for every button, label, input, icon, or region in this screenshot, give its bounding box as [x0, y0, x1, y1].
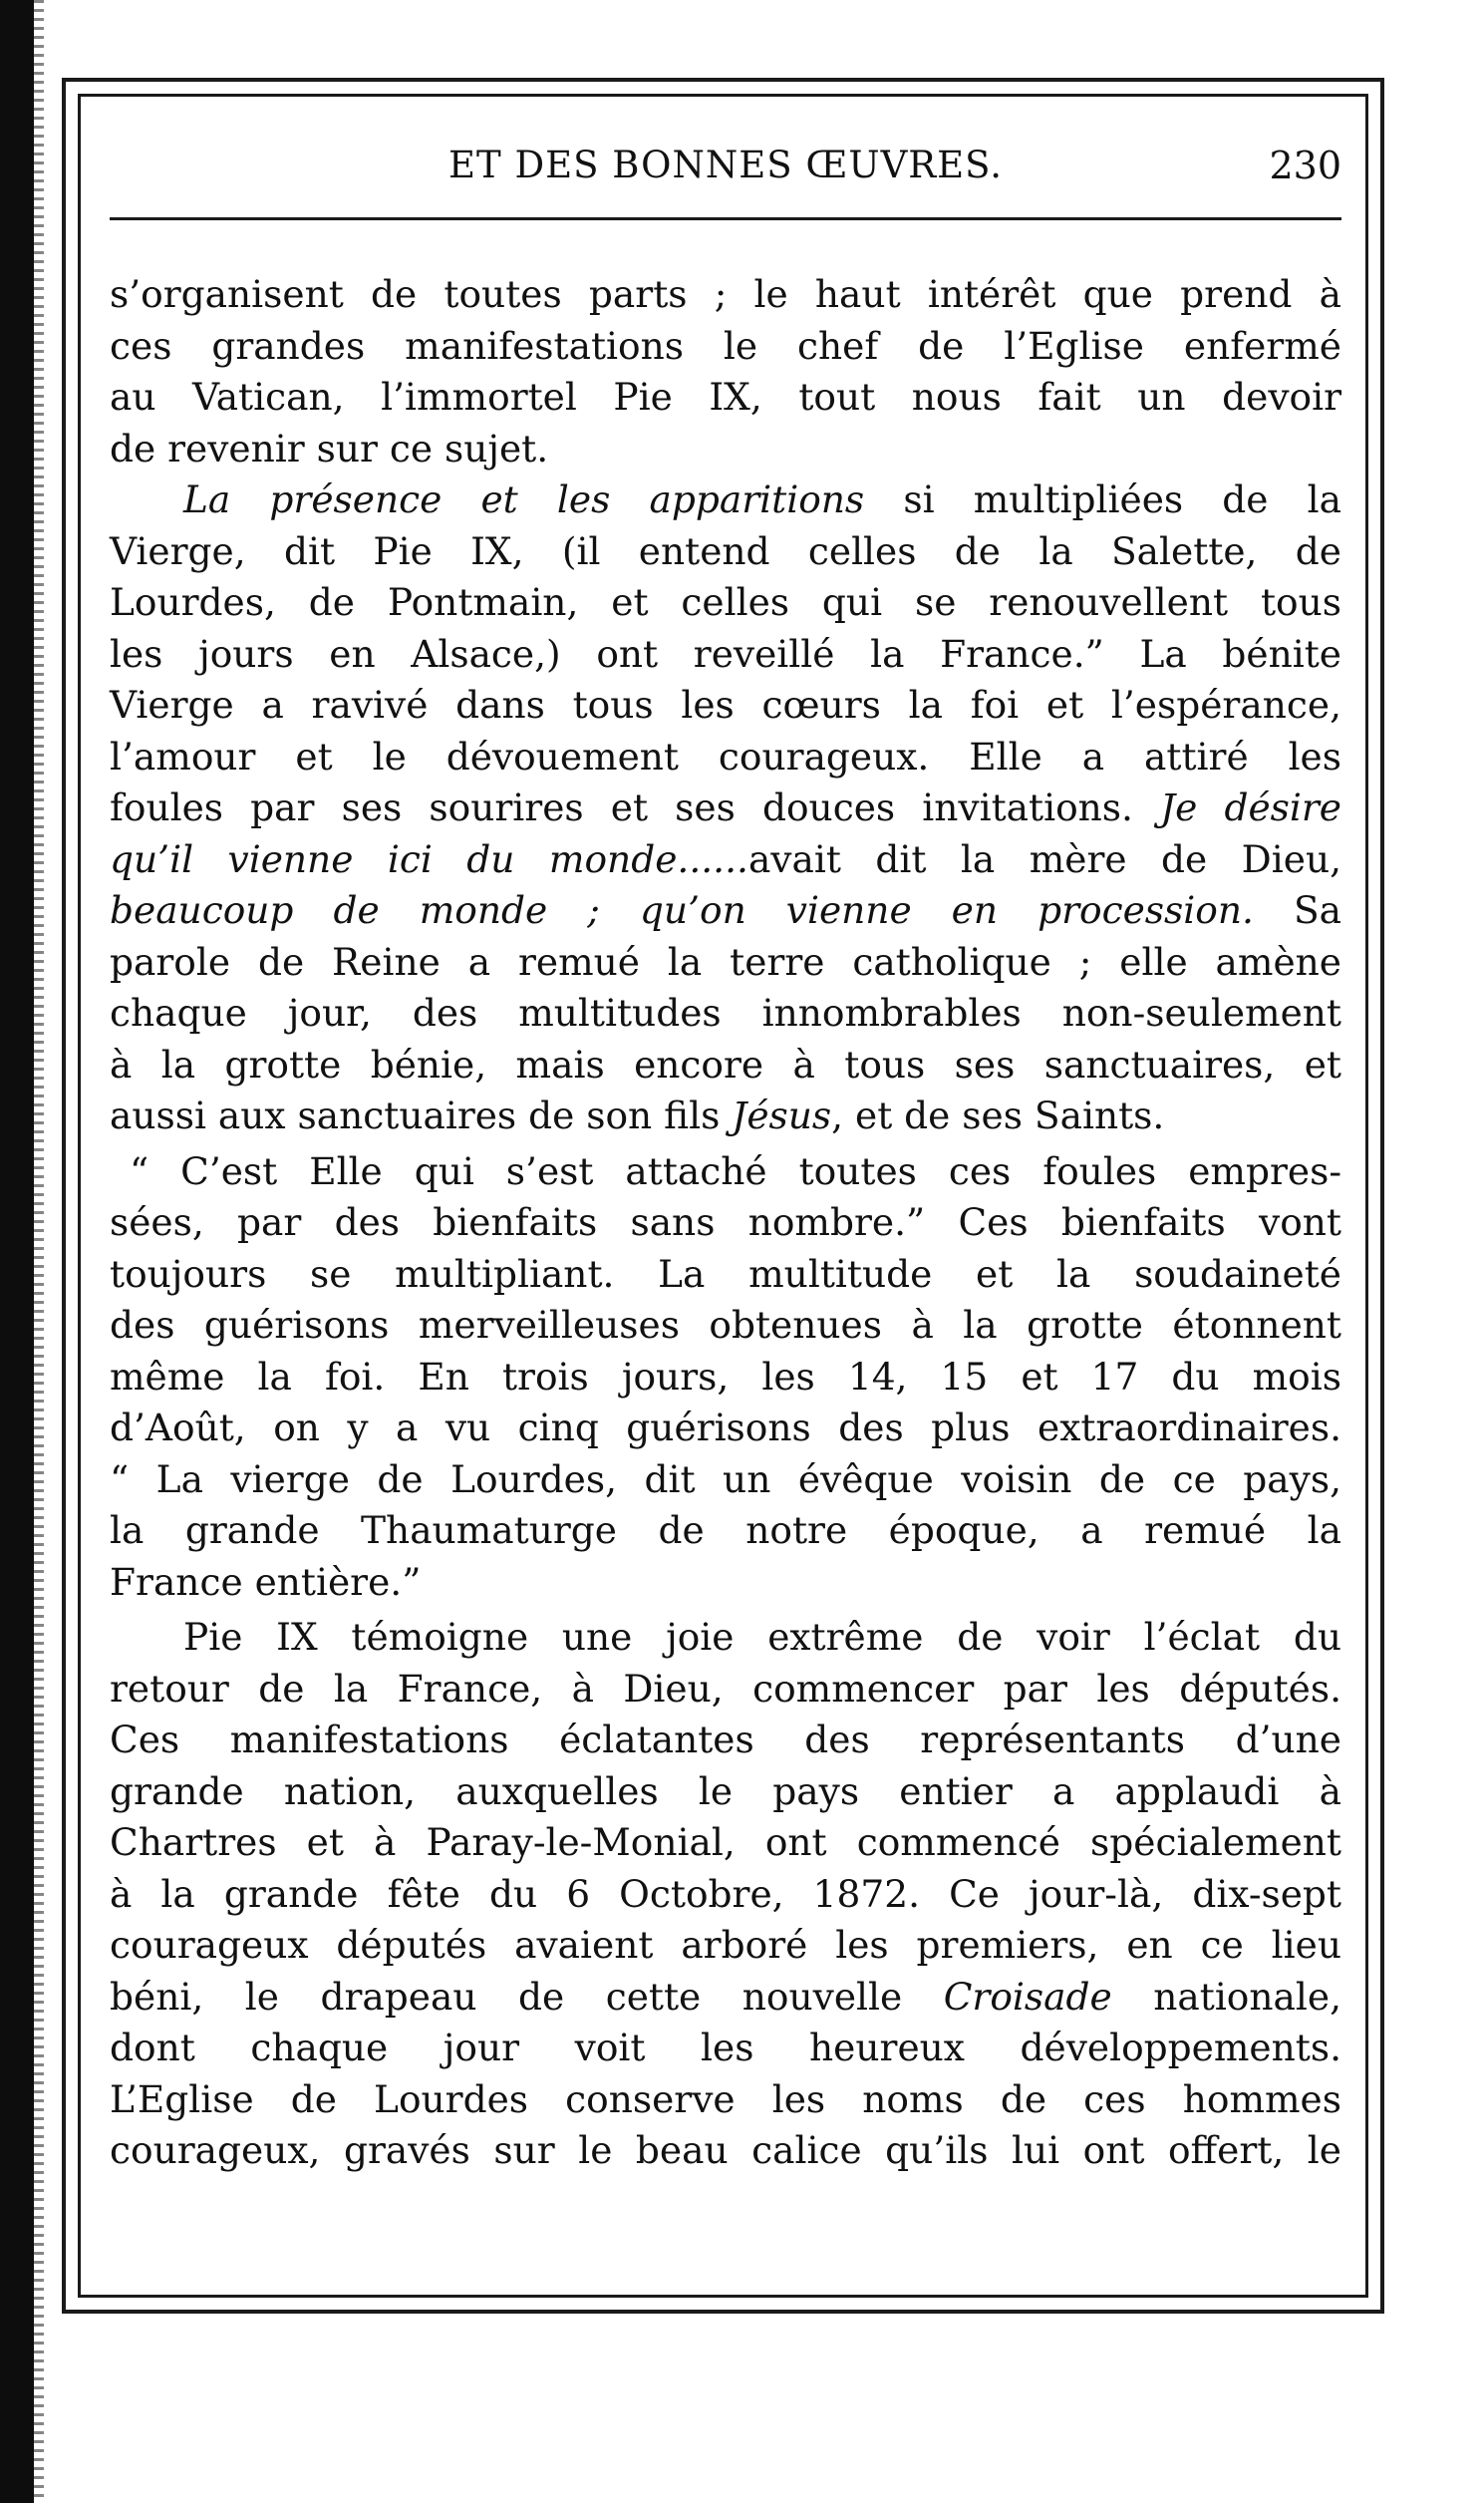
text-line: dont chaque jour voit les heureux développements.: [110, 2026, 1341, 2069]
text-line: Vierge a ravivé dans tous les cœurs la foi et l’espérance,: [110, 683, 1341, 727]
paragraph-2: [110, 474, 1341, 1142]
text-line: la grande Thaumaturge de notre époque, a remué la: [110, 1508, 1341, 1552]
text-run: aussi aux sanctuaires de son fils: [110, 1094, 733, 1137]
text-line: sées, par des bienfaits sans nombre.” Ces bienfaits vont: [110, 1200, 1341, 1244]
text-line: de revenir sur ce sujet.: [110, 426, 549, 470]
text-line: s’organisent de toutes parts ; le haut intérêt que prend à: [110, 272, 1341, 316]
text-line: [110, 782, 1341, 834]
text-run: si multipliées de la: [864, 477, 1342, 521]
text-line: “ La vierge de Lourdes, dit un évêque voisin de ce pays,: [110, 1456, 1341, 1501]
text-line: les jours en Alsace,) ont reveillé la France.” La bénite: [110, 631, 1341, 676]
paragraph-3: [110, 1146, 1341, 1609]
text-run: avait dit la mère de Dieu,: [747, 836, 1342, 881]
text-line: France entière.”: [110, 1559, 422, 1604]
text-line: ces grandes manifestations le chef de l’Eglise enfermé: [110, 323, 1341, 368]
text-line: [110, 1091, 1341, 1142]
italic-phrase: Je désire: [1160, 785, 1341, 829]
text-line: Vierge, dit Pie IX, (il entend celles de la Salette, de: [110, 528, 1341, 573]
italic-phrase: Jésus: [732, 1094, 832, 1137]
body-text: [110, 269, 1341, 2273]
text-run: nationale,: [1111, 1974, 1342, 2019]
text-line: Lourdes, de Pontmain, et celles qui se renouvellent tous: [110, 580, 1341, 624]
text-line: [110, 474, 1341, 526]
text-line: courageux députés avaient arboré les premiers, en ce lieu: [110, 1923, 1341, 1967]
text-run: foules par ses sourires et ses douces invitations.: [110, 785, 1161, 829]
page-header: [110, 136, 1341, 195]
header-rule: [110, 217, 1341, 220]
text-line: grande nation, auxquelles le pays entier a applaudi à: [110, 1768, 1341, 1813]
text-line: à la grotte bénie, mais encore à tous ses sanctuaires, et: [110, 1042, 1341, 1087]
italic-phrase: La présence et les apparitions: [183, 477, 865, 521]
italic-phrase: beaucoup de monde ; qu’on vienne en procession.: [110, 888, 1254, 932]
text-line: [110, 834, 1341, 886]
text-line: à la grande fête du 6 Octobre, 1872. Ce jour-là, dix-sept: [110, 1871, 1341, 1916]
text-line: Pie IX témoigne une joie extrême de voir l’éclat du: [183, 1615, 1341, 1659]
text-line: “ C’est Elle qui s’est attaché toutes ces foules empres-: [130, 1148, 1341, 1193]
text-line: même la foi. En trois jours, les 14, 15 et 17 du mois: [110, 1354, 1341, 1399]
text-line: des guérisons merveilleuses obtenues à la grotte étonnent: [110, 1303, 1341, 1347]
text-line: chaque jour, des multitudes innombrables non-seulement: [110, 991, 1341, 1035]
text-line: L’Eglise de Lourdes conserve les noms de ces hommes: [110, 2076, 1341, 2121]
text-line: courageux, gravés sur le beau calice qu’ils lui ont offert, le: [110, 2128, 1341, 2172]
italic-phrase: qu’il vienne ici du monde......: [110, 836, 748, 881]
text-line: [110, 1972, 1341, 2024]
text-line: toujours se multipliant. La multitude et la soudaineté: [110, 1251, 1341, 1296]
running-title: ET DES BONNES ŒUVRES.: [448, 144, 1003, 186]
page-binding-shadow: [0, 0, 34, 2503]
text-run: béni, le drapeau de cette nouvelle: [110, 1974, 944, 2019]
text-line: Chartres et à Paray-le-Monial, ont commencé spécialement: [110, 1820, 1341, 1864]
text-line: l’amour et le dévouement courageux. Elle a attiré les: [110, 734, 1341, 779]
text-line: retour de la France, à Dieu, commencer par les députés.: [110, 1666, 1341, 1711]
text-line: au Vatican, l’immortel Pie IX, tout nous fait un devoir: [110, 375, 1341, 419]
scan-speckle: [34, 0, 44, 2503]
italic-phrase: Croisade: [943, 1974, 1112, 2019]
text-run: , et de ses Saints.: [831, 1094, 1165, 1137]
paragraph-4: [110, 1612, 1341, 2177]
text-line: d’Août, on y a vu cinq guérisons des plus extraordinaires.: [110, 1406, 1341, 1449]
paragraph-1: [110, 269, 1341, 474]
text-line: [110, 885, 1341, 937]
text-line: Ces manifestations éclatantes des représentants d’une: [110, 1718, 1341, 1761]
page-number: 230: [1269, 144, 1341, 187]
text-run: Sa: [1253, 888, 1341, 932]
text-line: parole de Reine a remué la terre catholique ; elle amène: [110, 939, 1341, 984]
